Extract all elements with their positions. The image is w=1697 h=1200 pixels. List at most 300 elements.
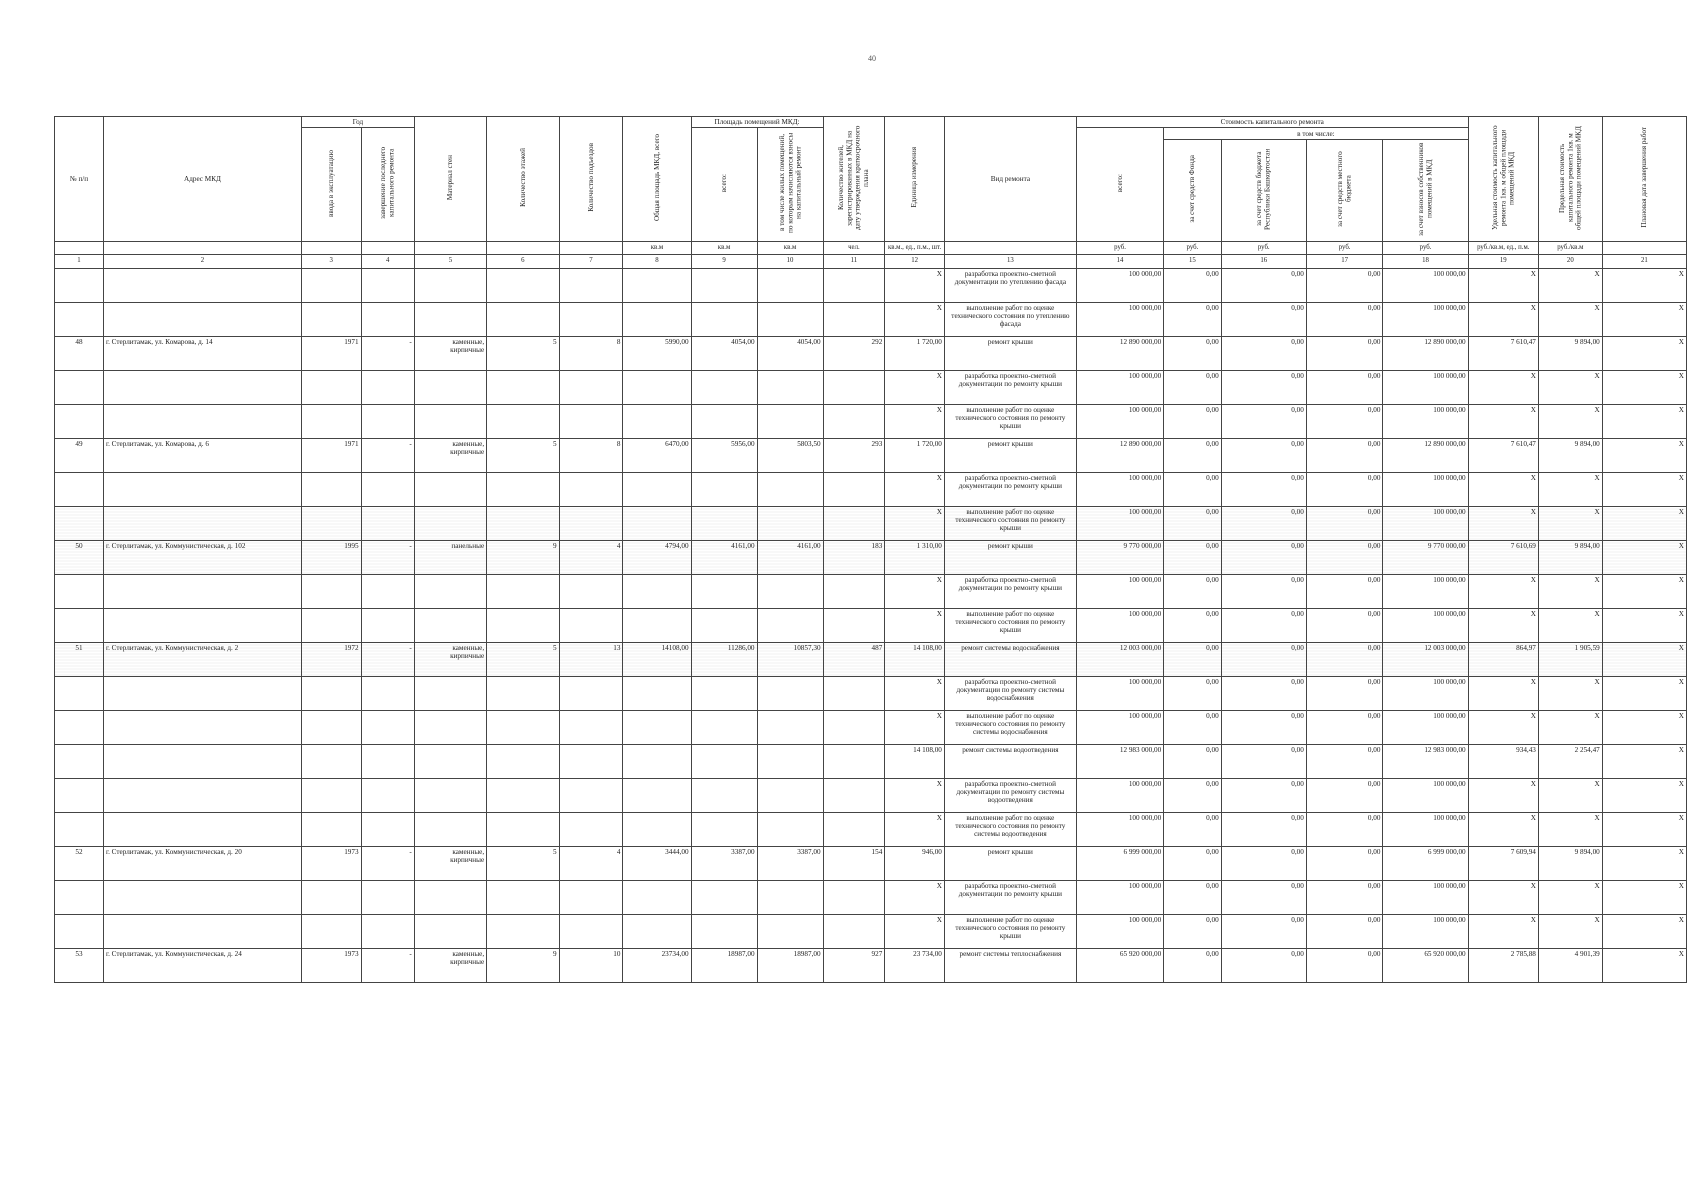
table-cell: X: [1538, 574, 1602, 608]
table-cell: X: [1468, 302, 1538, 336]
table-cell: [691, 302, 757, 336]
table-cell: X: [1468, 268, 1538, 302]
table-cell: [623, 812, 691, 846]
table-cell: [559, 744, 623, 778]
table-cell: ремонт крыши: [944, 438, 1076, 472]
header-floors: Количество этажей: [487, 117, 559, 242]
table-cell: [301, 778, 361, 812]
table-cell: г. Стерлитамак, ул. Комарова, д. 14: [103, 336, 301, 370]
column-number: 1: [55, 254, 104, 268]
table-cell: разработка проектно-сметной документации по ремонту системы водоснабжения: [944, 676, 1076, 710]
table-cell: 0,00: [1306, 506, 1383, 540]
table-cell: X: [1538, 812, 1602, 846]
table-cell: г. Стерлитамак, ул. Комарова, д. 6: [103, 438, 301, 472]
table-cell: [361, 574, 414, 608]
table-row: [55, 574, 1687, 608]
table-cell: [361, 676, 414, 710]
column-number: 20: [1538, 254, 1602, 268]
header-wall-material: Материал стен: [414, 117, 486, 242]
header-cost-total: всего:: [1076, 128, 1163, 241]
table-cell: [623, 268, 691, 302]
table-cell: X: [1602, 608, 1686, 642]
table-cell: 65 920 000,00: [1076, 948, 1163, 982]
table-cell: 5803,50: [757, 438, 823, 472]
table-cell: -: [361, 336, 414, 370]
table-cell: X: [1538, 268, 1602, 302]
table-cell: X: [1468, 404, 1538, 438]
column-number: 4: [361, 254, 414, 268]
table-cell: X: [1602, 506, 1686, 540]
table-cell: [361, 268, 414, 302]
table-cell: X: [1602, 540, 1686, 574]
table-cell: 12 983 000,00: [1076, 744, 1163, 778]
unit-cell: [55, 241, 104, 254]
table-cell: X: [1468, 914, 1538, 948]
table-cell: [55, 676, 104, 710]
table-cell: X: [885, 268, 945, 302]
table-row: [55, 268, 1687, 302]
table-cell: 0,00: [1221, 336, 1306, 370]
table-cell: 0,00: [1221, 778, 1306, 812]
table-cell: X: [1538, 506, 1602, 540]
table-cell: ремонт системы водоснабжения: [944, 642, 1076, 676]
table-cell: X: [1602, 336, 1686, 370]
table-cell: X: [885, 710, 945, 744]
table-cell: 100 000,00: [1076, 268, 1163, 302]
table-cell: [623, 710, 691, 744]
table-cell: [361, 880, 414, 914]
table-cell: [691, 914, 757, 948]
table-cell: [361, 404, 414, 438]
table-cell: 0,00: [1164, 438, 1221, 472]
table-cell: -: [361, 642, 414, 676]
table-cell: 100 000,00: [1076, 880, 1163, 914]
table-cell: [487, 506, 559, 540]
table-cell: [691, 404, 757, 438]
table-cell: [487, 710, 559, 744]
table-cell: -: [361, 846, 414, 880]
table-cell: выполнение работ по оценке технического состояния по ремонту системы водоотведения: [944, 812, 1076, 846]
table-cell: 0,00: [1221, 404, 1306, 438]
table-row: [55, 472, 1687, 506]
table-cell: выполнение работ по оценке технического состояния по ремонту системы водоснабжения: [944, 710, 1076, 744]
table-cell: [559, 268, 623, 302]
table-cell: 0,00: [1306, 608, 1383, 642]
table-cell: 946,00: [885, 846, 945, 880]
table-cell: [103, 472, 301, 506]
table-cell: X: [1538, 914, 1602, 948]
header-republic-budget: за счет средств бюджета Республики Башкортостан: [1221, 140, 1306, 241]
unit-cell: руб.: [1221, 241, 1306, 254]
table-cell: 0,00: [1306, 914, 1383, 948]
table-cell: 0,00: [1164, 778, 1221, 812]
table-cell: 0,00: [1221, 302, 1306, 336]
table-cell: [623, 880, 691, 914]
table-cell: [559, 778, 623, 812]
column-number: 13: [944, 254, 1076, 268]
table-cell: ремонт крыши: [944, 846, 1076, 880]
table-cell: 1971: [301, 438, 361, 472]
table-cell: [414, 880, 486, 914]
table-cell: выполнение работ по оценке технического состояния по ремонту крыши: [944, 506, 1076, 540]
table-cell: 4 901,39: [1538, 948, 1602, 982]
table-cell: 0,00: [1164, 812, 1221, 846]
column-number: 6: [487, 254, 559, 268]
header-total-area: Общая площадь МКД, всего: [623, 117, 691, 242]
table-cell: 0,00: [1221, 472, 1306, 506]
table-cell: [414, 472, 486, 506]
table-cell: ремонт крыши: [944, 540, 1076, 574]
table-cell: [691, 506, 757, 540]
table-cell: [487, 574, 559, 608]
header-entrances: Количество подъездов: [559, 117, 623, 242]
table-cell: 0,00: [1164, 880, 1221, 914]
table-cell: [487, 676, 559, 710]
table-cell: 11286,00: [691, 642, 757, 676]
unit-cell: кв.м., ед., п.м., шт.: [885, 241, 945, 254]
unit-cell: [1602, 241, 1686, 254]
table-cell: X: [1602, 438, 1686, 472]
table-cell: 0,00: [1221, 710, 1306, 744]
header-area-residential: в том числе жилых помещений, по которым начисляются взносы на капитальный ремонт: [757, 128, 823, 241]
table-row: [55, 914, 1687, 948]
unit-cell: [103, 241, 301, 254]
table-cell: [823, 914, 885, 948]
table-cell: X: [1602, 778, 1686, 812]
table-cell: [301, 914, 361, 948]
table-cell: 9 894,00: [1538, 438, 1602, 472]
table-cell: 9 894,00: [1538, 540, 1602, 574]
table-cell: 154: [823, 846, 885, 880]
table-cell: X: [1602, 676, 1686, 710]
table-cell: X: [1538, 370, 1602, 404]
header-max-cost: Предельная стоимость капитального ремонта 1кв. м общей площади помещений МКД: [1538, 117, 1602, 242]
table-cell: 0,00: [1306, 812, 1383, 846]
column-number: 3: [301, 254, 361, 268]
table-cell: 0,00: [1221, 880, 1306, 914]
table-cell: 9: [487, 540, 559, 574]
table-cell: [691, 710, 757, 744]
table-cell: [623, 676, 691, 710]
table-cell: [55, 472, 104, 506]
table-cell: [757, 608, 823, 642]
table-cell: X: [885, 370, 945, 404]
table-cell: 18987,00: [757, 948, 823, 982]
table-cell: [301, 472, 361, 506]
header-last-repair: завершение последнего капитального ремонта: [361, 128, 414, 241]
table-cell: [823, 880, 885, 914]
table-cell: 0,00: [1164, 506, 1221, 540]
table-cell: [361, 370, 414, 404]
header-num: № п/п: [55, 117, 104, 242]
unit-cell: [414, 241, 486, 254]
table-cell: X: [1602, 846, 1686, 880]
table-cell: [691, 370, 757, 404]
table-cell: [487, 404, 559, 438]
table-cell: [301, 880, 361, 914]
table-cell: 8: [559, 336, 623, 370]
header-area-total: всего:: [691, 128, 757, 241]
table-cell: [823, 710, 885, 744]
table-cell: 100 000,00: [1076, 302, 1163, 336]
table-cell: [414, 676, 486, 710]
table-cell: [823, 574, 885, 608]
table-cell: [691, 778, 757, 812]
table-cell: 1 720,00: [885, 438, 945, 472]
table-row: [55, 370, 1687, 404]
header-repair-type: Вид ремонта: [944, 117, 1076, 242]
table-cell: 8: [559, 438, 623, 472]
table-cell: 5: [487, 846, 559, 880]
table-cell: 292: [823, 336, 885, 370]
table-cell: 0,00: [1221, 676, 1306, 710]
table-cell: [361, 608, 414, 642]
unit-cell: кв.м: [757, 241, 823, 254]
table-cell: 12 890 000,00: [1076, 438, 1163, 472]
table-cell: 0,00: [1164, 710, 1221, 744]
table-cell: [103, 744, 301, 778]
table-cell: 4: [559, 540, 623, 574]
table-cell: 100 000,00: [1383, 404, 1468, 438]
table-cell: X: [885, 472, 945, 506]
table-cell: X: [1538, 302, 1602, 336]
table-cell: 0,00: [1221, 438, 1306, 472]
table-cell: 100 000,00: [1383, 676, 1468, 710]
table-cell: [691, 880, 757, 914]
table-cell: [103, 710, 301, 744]
table-cell: [361, 506, 414, 540]
table-cell: [361, 744, 414, 778]
table-cell: [55, 778, 104, 812]
header-unit: Единица измерения: [885, 117, 945, 242]
table-cell: 23734,00: [623, 948, 691, 982]
table-cell: разработка проектно-сметной документации по ремонту крыши: [944, 574, 1076, 608]
table-cell: выполнение работ по оценке технического состояния по утеплению фасада: [944, 302, 1076, 336]
table-cell: 10857,30: [757, 642, 823, 676]
table-cell: [757, 914, 823, 948]
table-cell: [823, 404, 885, 438]
table-cell: 100 000,00: [1383, 880, 1468, 914]
table-cell: [301, 710, 361, 744]
header-residents: Количество жителей, зарегистрированных в МКД на дату утверждения краткосрочного плана: [823, 117, 885, 242]
unit-cell: руб.: [1306, 241, 1383, 254]
table-cell: [757, 744, 823, 778]
table-cell: [691, 574, 757, 608]
table-cell: X: [1468, 880, 1538, 914]
table-cell: [823, 676, 885, 710]
table-cell: 12 003 000,00: [1076, 642, 1163, 676]
table-cell: 183: [823, 540, 885, 574]
column-number: 21: [1602, 254, 1686, 268]
table-cell: [55, 880, 104, 914]
table-cell: [55, 370, 104, 404]
table-cell: 9 770 000,00: [1383, 540, 1468, 574]
column-number: 5: [414, 254, 486, 268]
unit-cell: кв.м: [691, 241, 757, 254]
table-cell: 10: [559, 948, 623, 982]
table-cell: 3387,00: [691, 846, 757, 880]
table-cell: каменные, кирпичные: [414, 642, 486, 676]
table-cell: [414, 744, 486, 778]
table-cell: каменные, кирпичные: [414, 438, 486, 472]
column-number: 8: [623, 254, 691, 268]
table-cell: [103, 914, 301, 948]
table-cell: [301, 676, 361, 710]
table-cell: 14 108,00: [885, 642, 945, 676]
table-cell: г. Стерлитамак, ул. Коммунистическая, д. 102: [103, 540, 301, 574]
table-cell: X: [1468, 608, 1538, 642]
table-cell: X: [1602, 744, 1686, 778]
table-cell: 7 609,94: [1468, 846, 1538, 880]
table-cell: 1973: [301, 846, 361, 880]
table-cell: [559, 880, 623, 914]
table-cell: [414, 608, 486, 642]
table-cell: [301, 506, 361, 540]
table-cell: 5: [487, 438, 559, 472]
table-cell: [103, 608, 301, 642]
unit-cell: руб.: [1164, 241, 1221, 254]
table-cell: [823, 506, 885, 540]
table-cell: [487, 778, 559, 812]
column-number: 7: [559, 254, 623, 268]
table-row: [55, 710, 1687, 744]
table-cell: X: [885, 404, 945, 438]
header-year-group: Год: [301, 117, 414, 128]
column-number: 18: [1383, 254, 1468, 268]
table-cell: [559, 914, 623, 948]
table-cell: 100 000,00: [1383, 472, 1468, 506]
table-cell: X: [1538, 676, 1602, 710]
table-cell: [301, 302, 361, 336]
table-cell: 1971: [301, 336, 361, 370]
table-cell: [559, 676, 623, 710]
table-cell: каменные, кирпичные: [414, 846, 486, 880]
table-cell: 100 000,00: [1076, 404, 1163, 438]
table-cell: 0,00: [1164, 642, 1221, 676]
table-cell: разработка проектно-сметной документации по ремонту системы водоотведения: [944, 778, 1076, 812]
table-cell: [301, 812, 361, 846]
table-cell: X: [1602, 574, 1686, 608]
column-number: 11: [823, 254, 885, 268]
table-cell: 3387,00: [757, 846, 823, 880]
table-cell: 0,00: [1221, 540, 1306, 574]
header-fund: за счет средств Фонда: [1164, 140, 1221, 241]
table-cell: 100 000,00: [1383, 608, 1468, 642]
table-cell: [757, 472, 823, 506]
column-number: 14: [1076, 254, 1163, 268]
table-cell: X: [1538, 778, 1602, 812]
table-row: [55, 438, 1687, 472]
table-cell: [414, 268, 486, 302]
table-cell: X: [885, 608, 945, 642]
table-cell: 14108,00: [623, 642, 691, 676]
table-cell: 12 890 000,00: [1383, 438, 1468, 472]
table-cell: X: [1602, 710, 1686, 744]
table-cell: разработка проектно-сметной документации по ремонту крыши: [944, 472, 1076, 506]
table-cell: каменные, кирпичные: [414, 948, 486, 982]
table-cell: 100 000,00: [1076, 370, 1163, 404]
table-cell: X: [885, 880, 945, 914]
table-cell: 0,00: [1164, 744, 1221, 778]
table-cell: X: [1468, 370, 1538, 404]
column-numbers-row: [55, 254, 1687, 268]
table-cell: [414, 812, 486, 846]
unit-cell: [944, 241, 1076, 254]
table-cell: X: [885, 574, 945, 608]
table-cell: -: [361, 948, 414, 982]
table-cell: [103, 574, 301, 608]
table-cell: 0,00: [1306, 404, 1383, 438]
table-cell: 0,00: [1221, 642, 1306, 676]
table-cell: 100 000,00: [1076, 914, 1163, 948]
table-cell: [361, 710, 414, 744]
table-cell: [301, 370, 361, 404]
table-cell: [414, 506, 486, 540]
table-cell: 0,00: [1164, 404, 1221, 438]
table-cell: 5990,00: [623, 336, 691, 370]
table-cell: [103, 302, 301, 336]
table-cell: [487, 608, 559, 642]
table-row: [55, 404, 1687, 438]
table-cell: [103, 404, 301, 438]
table-cell: [559, 472, 623, 506]
table-cell: ремонт крыши: [944, 336, 1076, 370]
table-cell: [623, 608, 691, 642]
table-cell: каменные, кирпичные: [414, 336, 486, 370]
table-cell: ремонт системы теплоснабжения: [944, 948, 1076, 982]
table-cell: [559, 302, 623, 336]
table-cell: разработка проектно-сметной документации по ремонту крыши: [944, 370, 1076, 404]
table-cell: [559, 608, 623, 642]
table-cell: 927: [823, 948, 885, 982]
table-row: [55, 880, 1687, 914]
table-cell: [414, 370, 486, 404]
column-number: 12: [885, 254, 945, 268]
table-cell: 0,00: [1306, 574, 1383, 608]
table-cell: [487, 268, 559, 302]
table-cell: [691, 812, 757, 846]
table-cell: [103, 268, 301, 302]
table-cell: [414, 404, 486, 438]
column-number: 9: [691, 254, 757, 268]
table-row: [55, 302, 1687, 336]
table-row: [55, 336, 1687, 370]
table-cell: [361, 472, 414, 506]
table-row: [55, 608, 1687, 642]
table-cell: [757, 710, 823, 744]
table-cell: 0,00: [1221, 812, 1306, 846]
table-cell: [623, 404, 691, 438]
table-cell: 65 920 000,00: [1383, 948, 1468, 982]
unit-cell: [559, 241, 623, 254]
table-cell: X: [1468, 472, 1538, 506]
table-cell: 100 000,00: [1076, 608, 1163, 642]
table-cell: 0,00: [1221, 948, 1306, 982]
table-cell: 0,00: [1306, 370, 1383, 404]
table-cell: [623, 472, 691, 506]
unit-cell: кв.м: [623, 241, 691, 254]
table-cell: 1 310,00: [885, 540, 945, 574]
table-cell: 12 003 000,00: [1383, 642, 1468, 676]
table-cell: [55, 744, 104, 778]
table-cell: 2 785,88: [1468, 948, 1538, 982]
table-cell: [559, 506, 623, 540]
table-cell: X: [1538, 472, 1602, 506]
table-cell: 5: [487, 642, 559, 676]
table-cell: 293: [823, 438, 885, 472]
table-row: [55, 744, 1687, 778]
table-cell: [414, 302, 486, 336]
